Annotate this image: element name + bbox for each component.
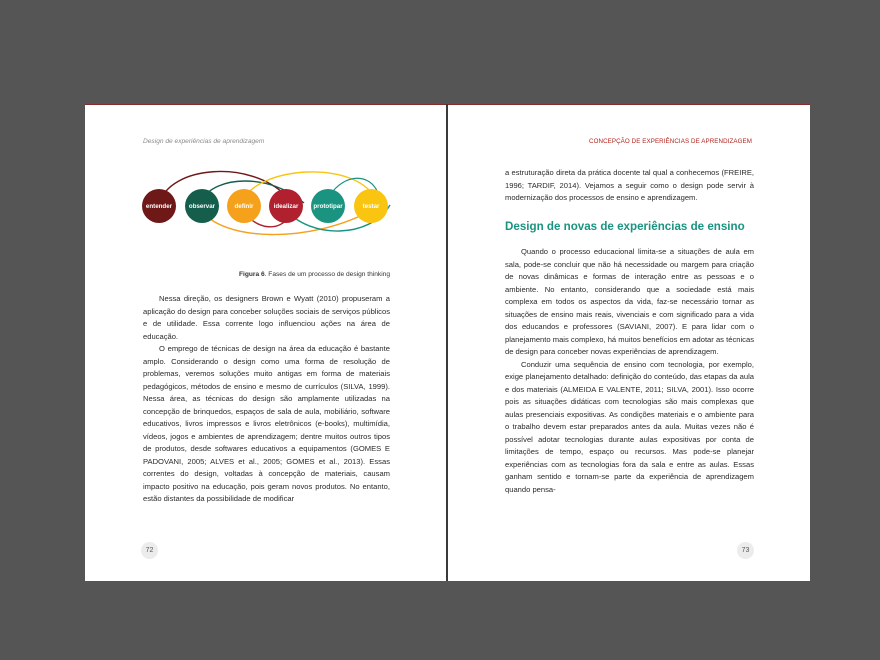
right-body-text bbox=[505, 246, 754, 496]
right-page bbox=[448, 104, 810, 581]
phase-node-idealizar bbox=[269, 189, 303, 223]
phase-node-testar-label: testar bbox=[362, 203, 380, 210]
left-page bbox=[85, 104, 447, 581]
figure-caption-text: . Fases de um processo de design thinking bbox=[264, 271, 390, 278]
phase-node-prototipar bbox=[311, 189, 345, 223]
phase-node-definir-label: definir bbox=[234, 203, 254, 210]
phase-node-observar bbox=[185, 189, 219, 223]
right-paragraph-2: Conduzir uma sequência de ensino com tecnologia, por exemplo, exige planejamento detalhado: definição do conteúdo, das etapas da aula e dos materiais (ALMEIDA E VALENTE, 2011; SILVA, 2001). Isso ocorre pois as situações didáticas com tecnologias são mais complexas que aulas presenciais expositivas. As condições materiais e o ambiente para o trabalho devem estar preparados antes da aula. Muitas vezes não é possível adotar tecnologias durante aulas expositivas por conta de limitações de tempo, espaço ou recursos. Mas pode-se planejar experiências com as tecnologias fora da sala e entre as aulas. Essas ganham sentido e tornam-se parte da experiência de aprendizagem quando pensa- bbox=[505, 359, 754, 494]
connector-dot bbox=[264, 205, 266, 207]
phase-node-definir bbox=[227, 189, 261, 223]
left-body-text bbox=[143, 293, 390, 506]
connector-dot bbox=[222, 205, 224, 207]
phase-node-entender-label: entender bbox=[145, 203, 173, 210]
phase-node-observar-label: observar bbox=[188, 203, 216, 210]
figure-caption-label: Figura 6 bbox=[238, 271, 265, 278]
left-page-number: 72 bbox=[141, 542, 158, 559]
right-intro-text bbox=[505, 167, 754, 205]
loop-arc-1 bbox=[159, 172, 285, 204]
right-intro-paragraph: a estruturação direta da prática docente tal qual a conhecemos (FREIRE, 1996; TARDIF, 2014). Vejamos a seguir como o design pode servir à modernização dos processos de ensino e aprendizagem. bbox=[505, 168, 754, 202]
phase-node-prototipar-label: prototipar bbox=[313, 203, 343, 210]
phase-node-idealizar-label: idealizar bbox=[273, 203, 299, 210]
phase-node-entender bbox=[142, 189, 176, 223]
left-running-head: Design de experiências de aprendizagem bbox=[143, 138, 265, 145]
phase-node-testar bbox=[354, 189, 388, 223]
left-paragraph-2: O emprego de técnicas de design na área da educação é bastante amplo. Considerando o design como uma forma de resolução de problemas, veremos soluções muito antigas em forma de materiais pedagógicos, métodos de ensino e mesmo de currículos (SILVA, 1999). Nessa área, as técnicas do design são amplamente utilizadas na concepção de brinquedos, espaços de sala de aula, mobiliário, software educativos, livros impressos e livros eletrônicos (e-books), multimídia, vídeos, jogos e ambientes de aprendizagem; dentre muitos outros tipos de produtos, desde softwares educativos a equipamentos (GOMES E PADOVANI, 2005; ALVES et al., 2005; GOMES et al., 2013). Essas correntes do design, voltadas à concepção de materiais, causam impacto positivo na educação, pois geram novos produtos. No entanto, estão distantes da possibilidade de modificar bbox=[143, 344, 390, 503]
connector-dot bbox=[348, 205, 350, 207]
right-paragraph-1: Quando o processo educacional limita-se a situações de aula em sala, pode-se concluir que não há necessidade ou margem para criação de novas dinâmicas e formas de interação entre as pessoas e o ambiente. No entanto, considerando que a sociedade está mais complexa em todos os aspectos da vida, faz-se necessário tornar as situações de ensino mais reais, vivenciais e com significado para a vida dos educandos e professores (SAVIANI, 2007). E para lidar com o planejamento mais complexo, há muitos benefícios em adotar as técnicas de design para conceber novas experiências de aprendizagem. bbox=[505, 247, 754, 356]
left-paragraph-1: Nessa direção, os designers Brown e Wyatt (2010) propuseram a aplicação do design para conceber soluções sociais de serviços públicos e de utilidade. Essa corrente logo influenciou ações na área de educação. bbox=[143, 294, 390, 341]
connector-dot bbox=[306, 205, 308, 207]
right-running-head: CONCEPÇÃO DE EXPERIÊNCIAS DE APRENDIZAGEM bbox=[589, 138, 752, 145]
right-page-number: 73 bbox=[737, 542, 754, 559]
design-thinking-figure bbox=[140, 165, 395, 243]
connector-dot bbox=[179, 205, 181, 207]
figure-caption bbox=[143, 271, 390, 278]
section-heading: Design de novas de experiências de ensino bbox=[505, 220, 745, 233]
